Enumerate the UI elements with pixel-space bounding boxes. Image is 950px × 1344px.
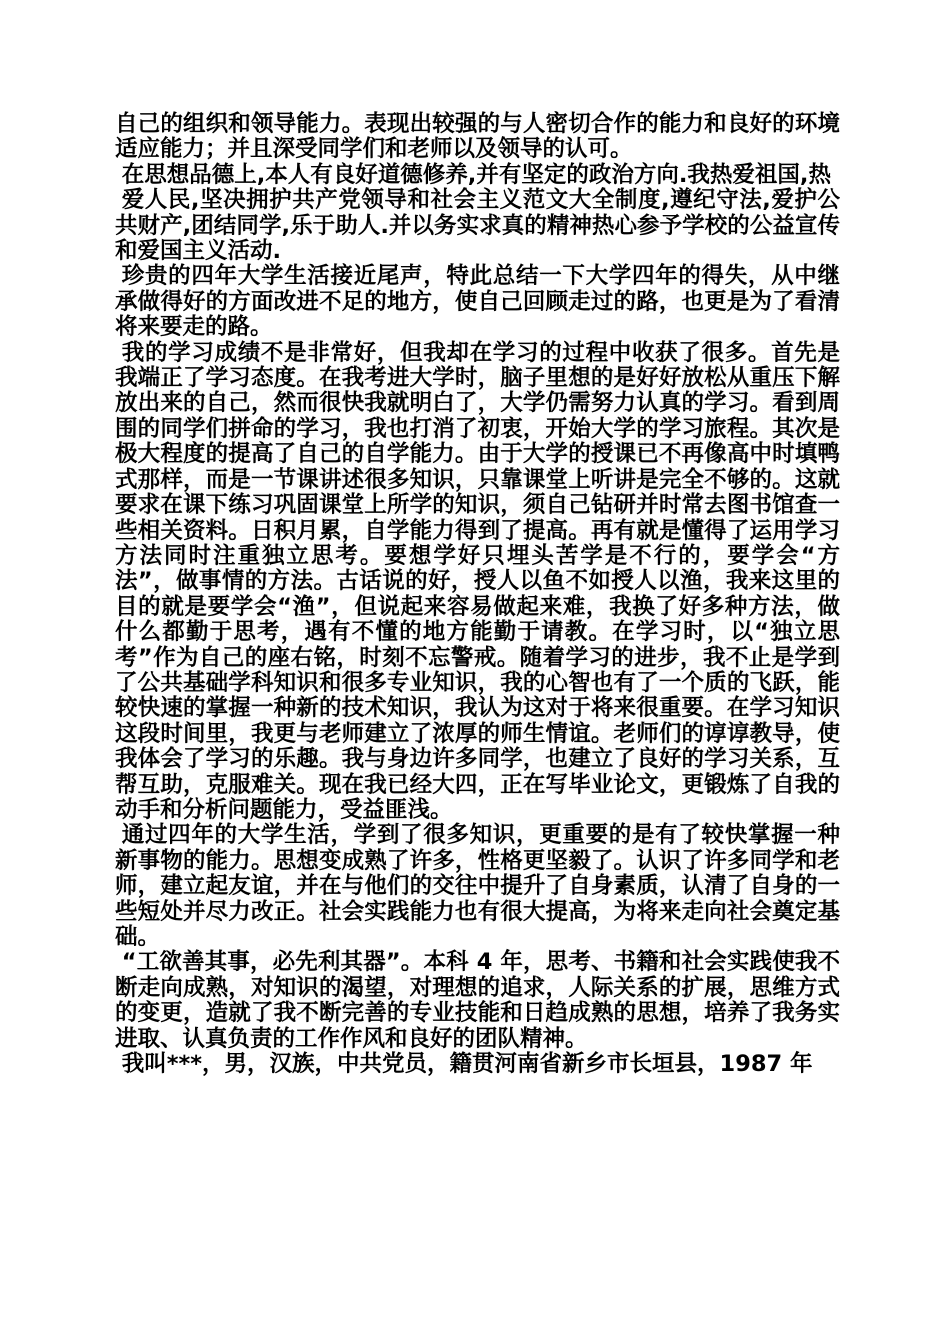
paragraph-8: 我叫***，男，汉族，中共党员，籍贯河南省新乡市长垣县，1987 年 <box>121 1051 813 1078</box>
paragraph-3: 爱人民,坚决拥护共产党领导和社会主义范文大全制度,遵纪守法,爱护公共财产,团结同学,乐于助人.并以务实求真的精神热心参予学校的公益宣传和爱国主义活动. <box>115 187 840 265</box>
paragraph-5: 我的学习成绩不是非常好，但我却在学习的过程中收获了很多。首先是我端正了学习态度。在我考进大学时，脑子里想的是好好放松从重压下解放出来的自己，然而很快我就明白了，大学仍需努力认真的学习。看到周围的同学们拼命的学习，我也打消了初衷，开始大学的学习旅程。其次是极大程度的提高了自己的自学能力。由于大学的授课已不再像高中时填鸭式那样，而是一节课讲述很多知识，只靠课堂上听讲是完全不够的。这就要求在课下练习巩固课堂上所学的知识，须自己钻研并时常去图书馆查一些相关资料。日积月累，自学能力得到了提高。再有就是懂得了运用学习方法同时注重独立思考。要想学好只埋头苦学是不行的，要学会“方法”，做事情的方法。古话说的好，授人以鱼不如授人以渔，我来这里的目的就是要学会“渔”，但说起来容易做起来难，我换了好多种方法，做什么都勤于思考，遇有不懂的地方能勤于请教。在学习时，以“独立思考”作为自己的座右铭，时刻不忘警戒。随着学习的进步，我不止是学到了公共基础学科知识和很多专业知识，我的心智也有了一个质的飞跃，能较快速的掌握一种新的技术知识，我认为这对于将来很重要。在学习知识这段时间里，我更与老师建立了浓厚的师生情谊。老师们的谆谆教导，使我体会了学习的乐趣。我与身边许多同学，也建立了良好的学习关系，互帮互助，克服难关。现在我已经大四，正在写毕业论文，更锻炼了自我的动手和分析问题能力，受益匪浅。 <box>115 339 840 823</box>
paragraph-6: 通过四年的大学生活，学到了很多知识，更重要的是有了较快掌握一种新事物的能力。思想变成熟了许多，性格更坚毅了。认识了许多同学和老师，建立起友谊，并在与他们的交往中提升了自身素质，认清了自身的一些短处并尽力改正。社会实践能力也有很大提高，为将来走向社会奠定基础。 <box>115 822 840 950</box>
paragraph-4: 珍贵的四年大学生活接近尾声，特此总结一下大学四年的得失，从中继承做得好的方面改进不足的地方，使自己回顾走过的路，也更是为了看清将来要走的路。 <box>115 263 840 341</box>
paragraph-2: 在思想品德上,本人有良好道德修养,并有坚定的政治方向.我热爱祖国,热 <box>121 161 831 188</box>
document-page <box>115 112 840 1077</box>
paragraph-1: 自己的组织和领导能力。表现出较强的与人密切合作的能力和良好的环境适应能力；并且深受同学们和老师以及领导的认可。 <box>115 111 840 163</box>
paragraph-7: “工欲善其事，必先利其器”。本科 4 年，思考、书籍和社会实践使我不断走向成熟，对知识的渴望，对理想的追求，人际关系的扩展，思维方式的变更，造就了我不断完善的专业技能和日趋成熟的思想，培养了我务实进取、认真负责的工作作风和良好的团队精神。 <box>115 949 840 1052</box>
